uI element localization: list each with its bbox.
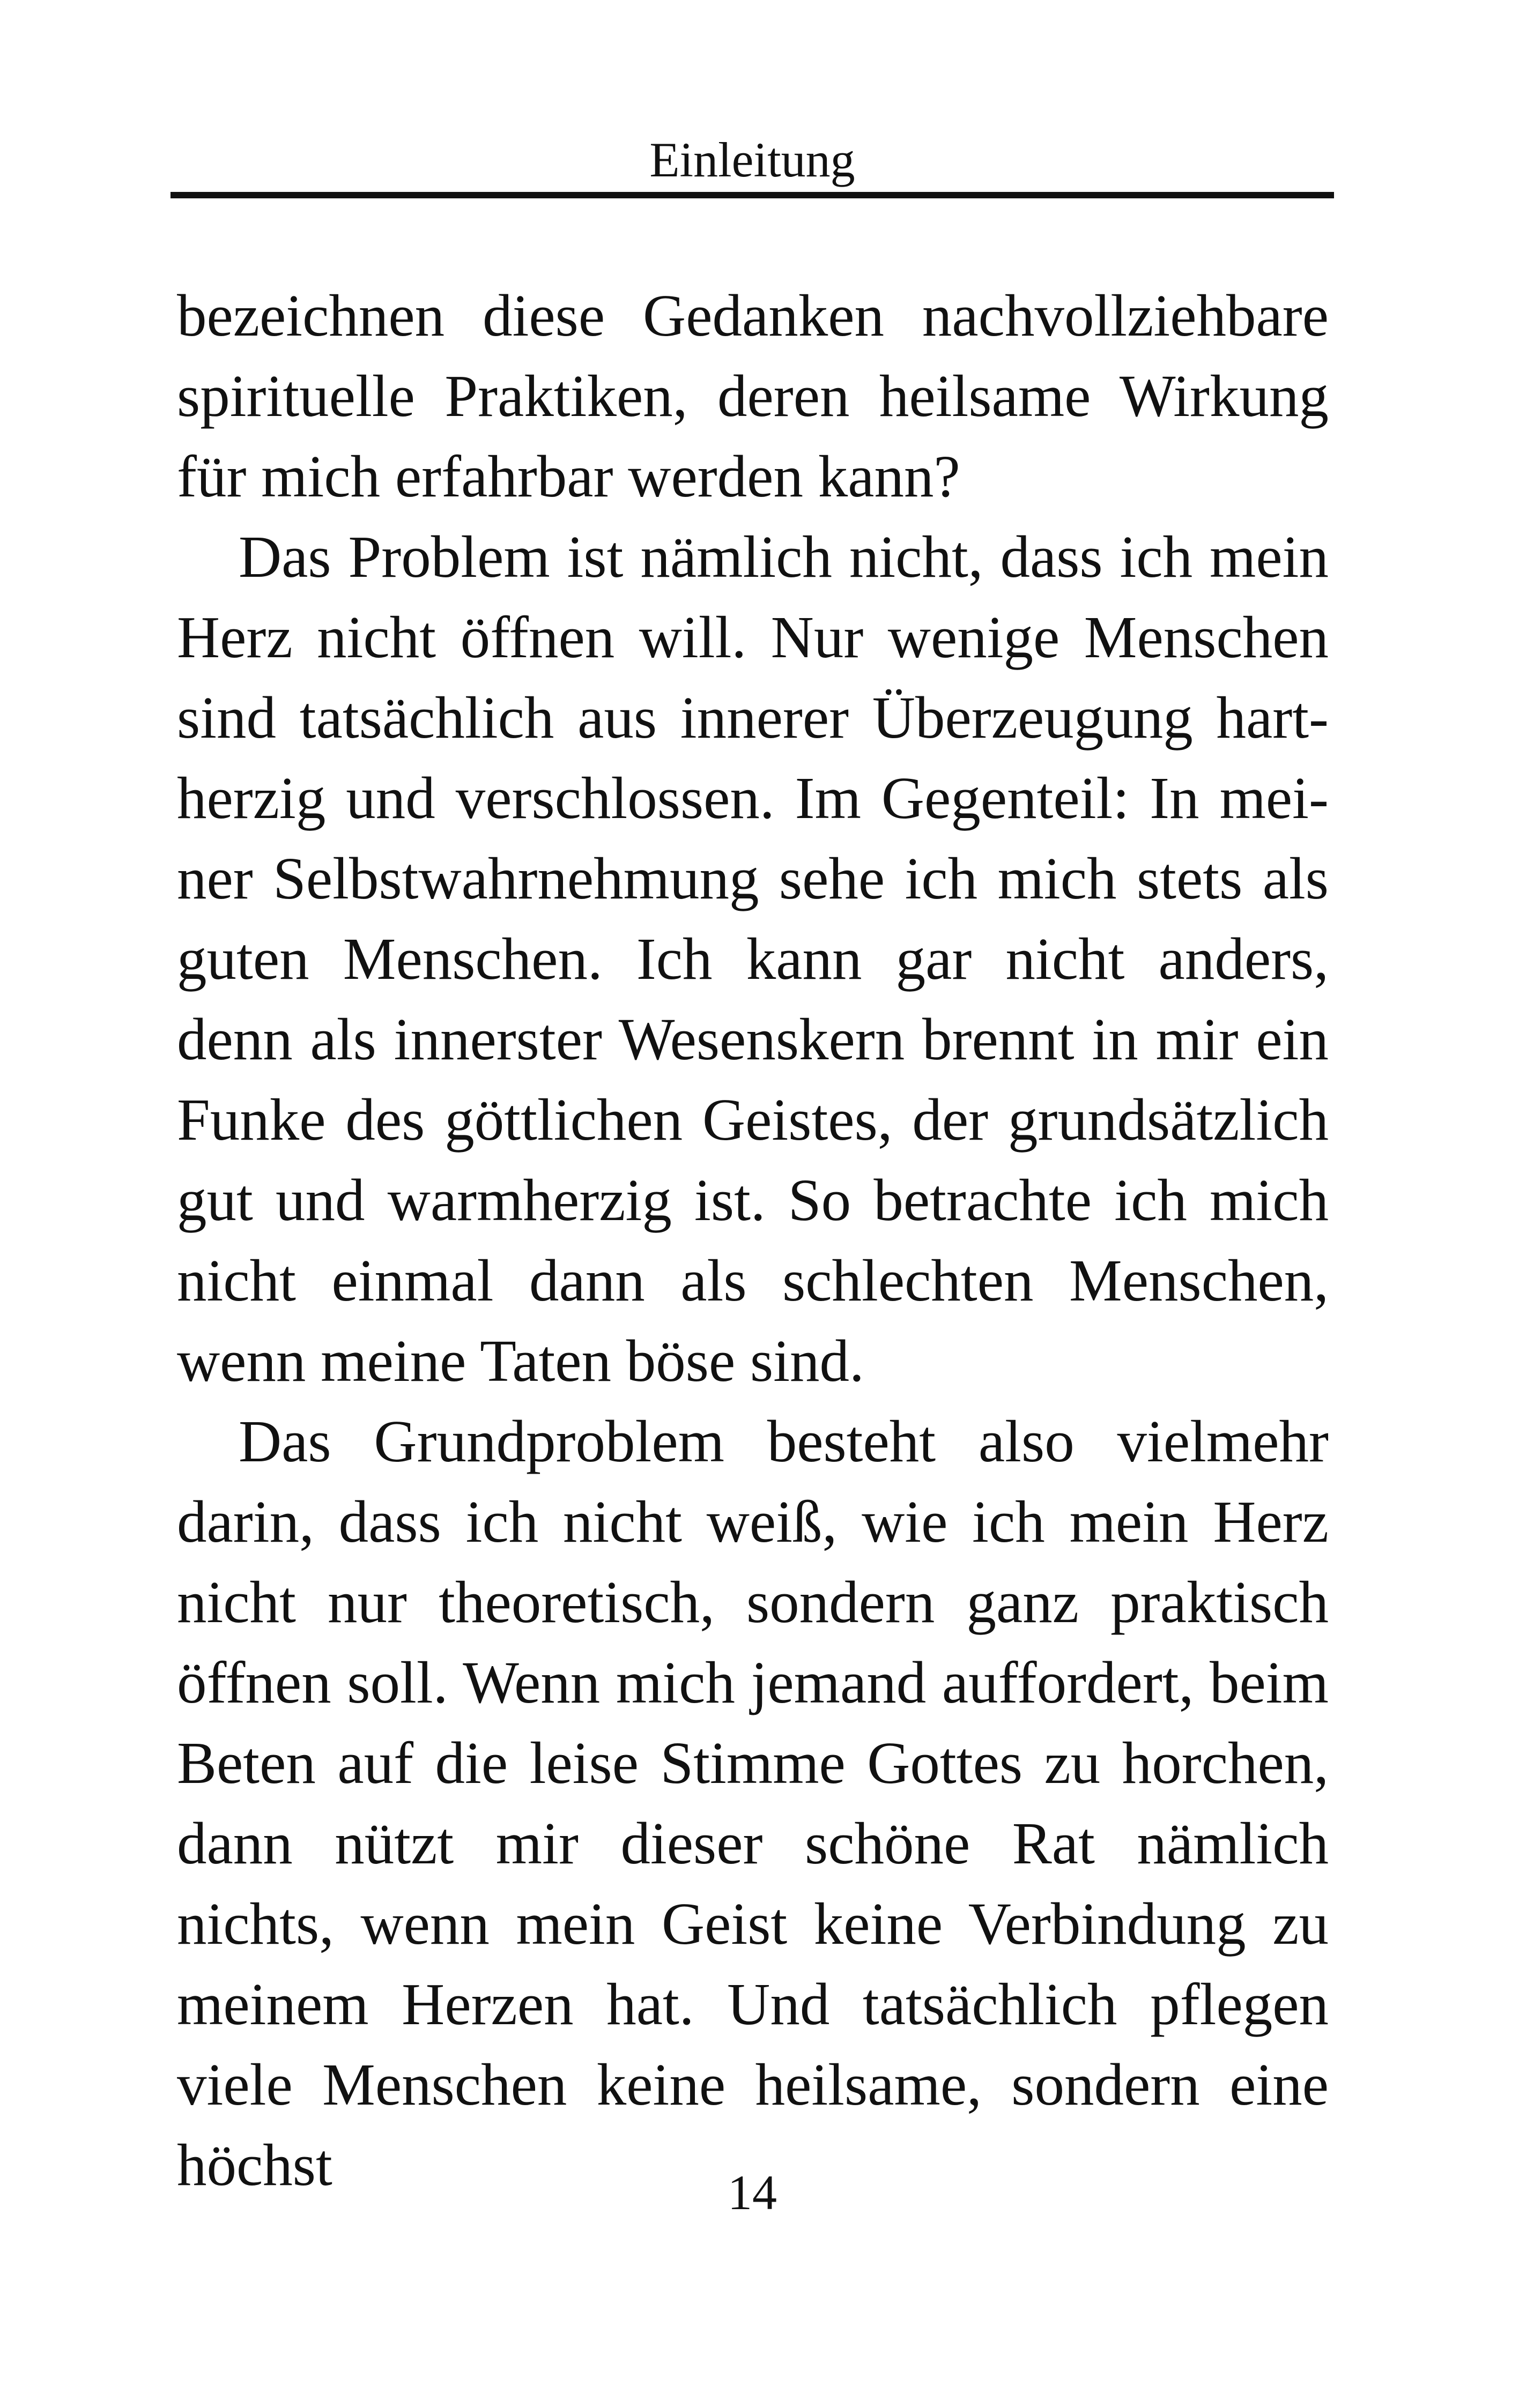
body-text [177, 276, 1329, 2206]
paragraph: Das Problem ist nämlich nicht, dass ich mein Herz nicht öffnen will. Nur wenige Menschen sind tatsächlich aus innerer Überzeugung hartherzig und verschlossen. Im Gegenteil: In meiner Selbstwahrnehmung sehe ich mich stets als guten Menschen. Ich kann gar nicht anders, denn als innerster Wesenskern brennt in mir ein Funke des göttlichen Geistes, der grundsätzlich gut und warmherzig ist. So betrachte ich mich nicht einmal dann als schlechten Menschen, wenn meine Taten böse sind. [177, 524, 1329, 1394]
paragraph: bezeichnen diese Gedanken nachvollziehbare spirituelle Praktiken, deren heilsame Wirkung für mich erfahrbar werden kann? [177, 283, 1329, 510]
running-header: Einleitung [649, 132, 855, 187]
page-number: 14 [728, 2165, 777, 2220]
paragraph: Das Grundproblem besteht also vielmehr darin, dass ich nicht weiß, wie ich mein Herz nicht nur theoretisch, sondern ganz praktisch öffnen soll. Wenn mich jemand auffordert, beim Beten auf die leise Stimme Gottes zu horchen, dann nützt mir dieser schöne Rat nämlich nichts, wenn mein Geist keine Verbindung zu meinem Herzen hat. Und tatsächlich pflegen viele Menschen keine heilsame, sondern eine höchst [177, 1409, 1329, 2198]
header-rule [171, 192, 1334, 198]
